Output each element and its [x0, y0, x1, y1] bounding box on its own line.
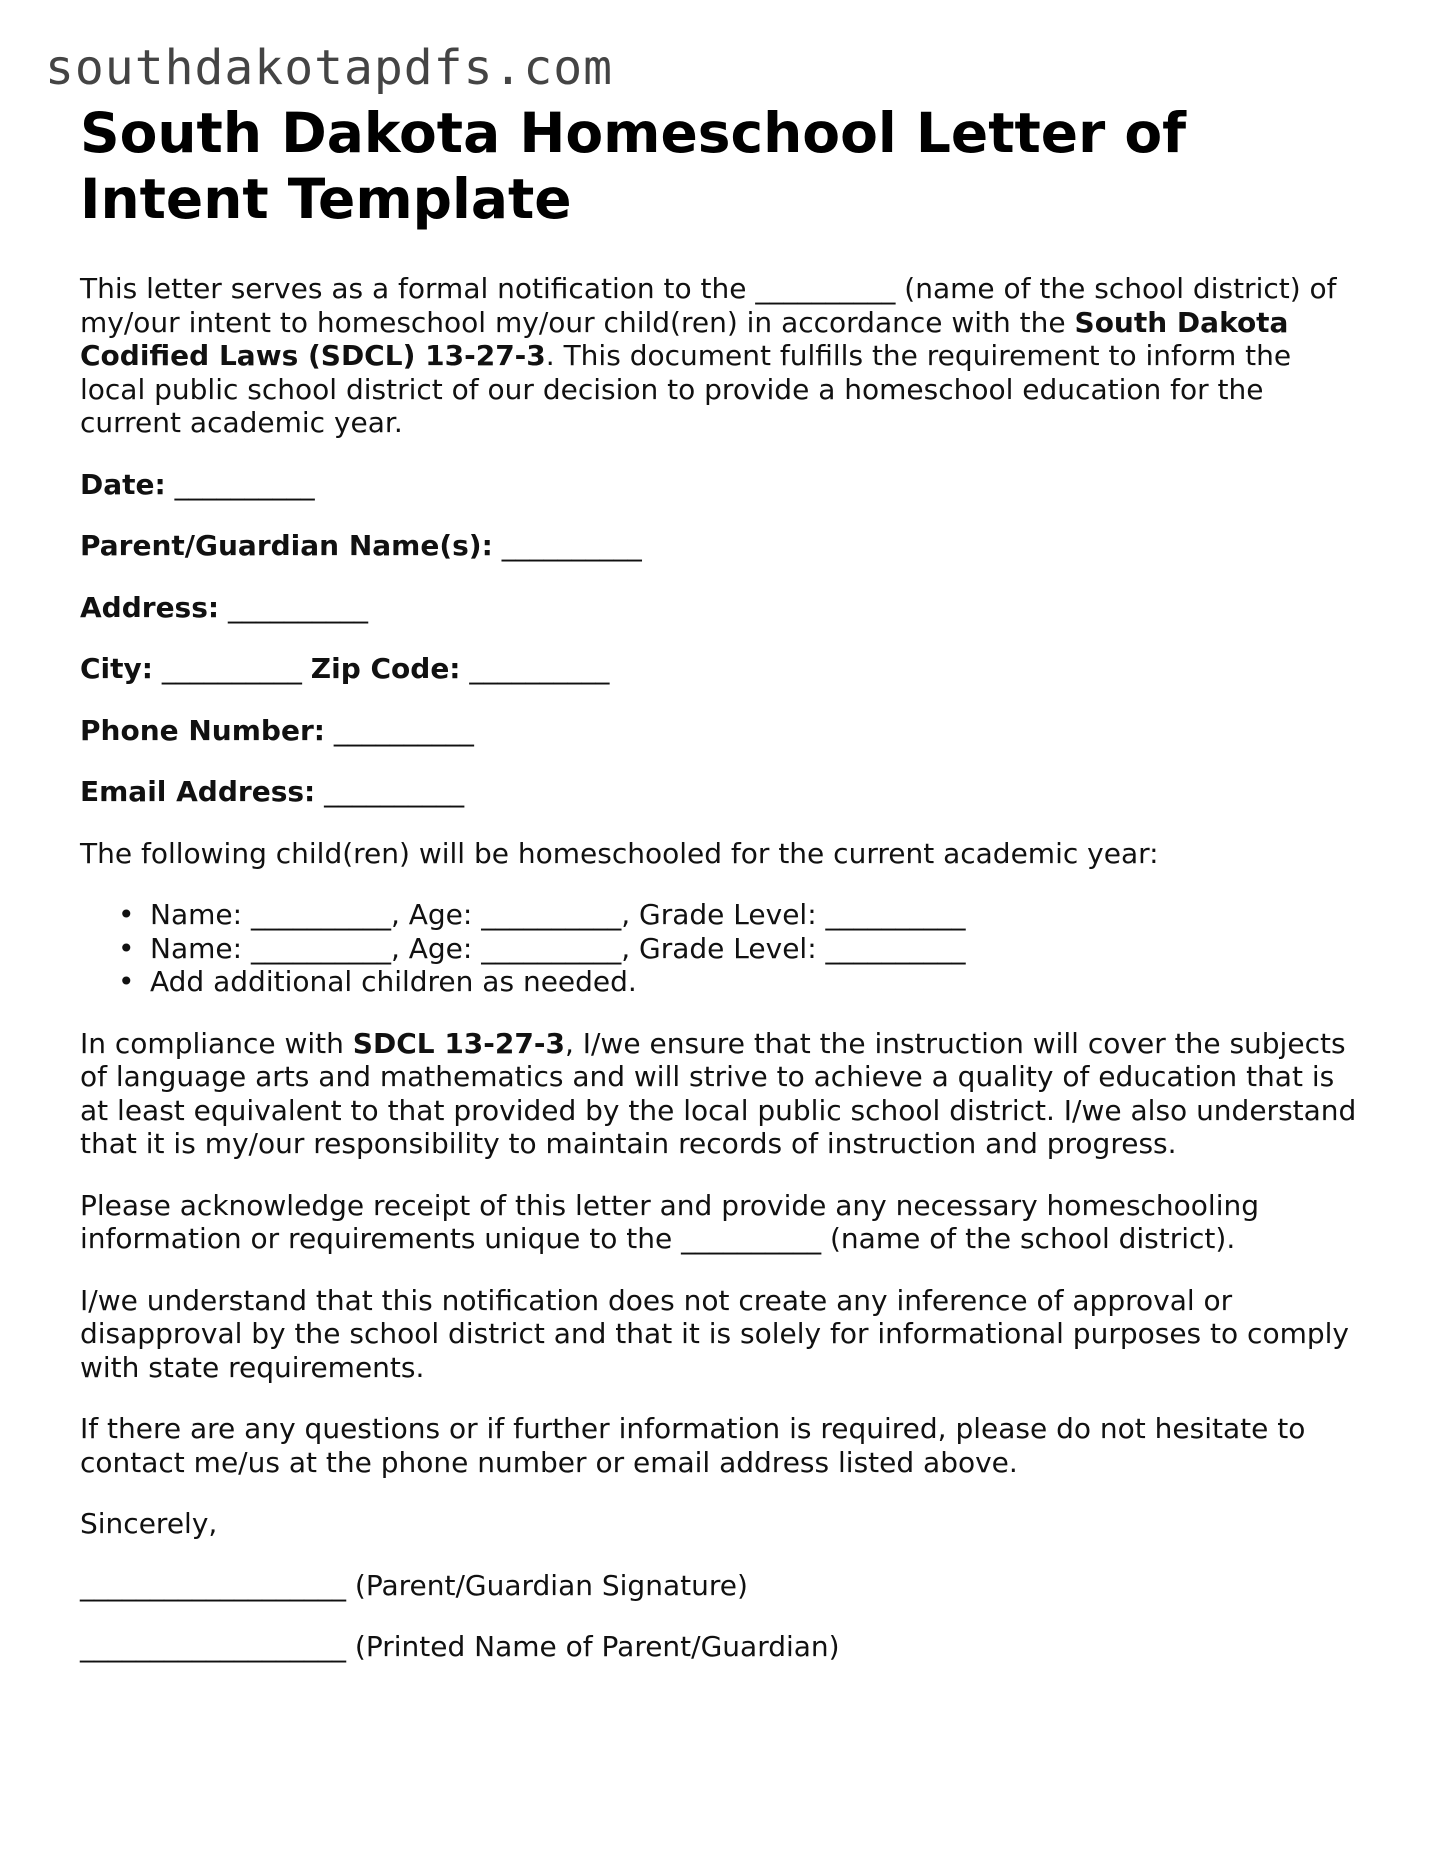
signature-line	[80, 1569, 1360, 1603]
compliance-paragraph	[80, 1027, 1360, 1161]
signature-label: (Parent/Guardian Signature)	[346, 1568, 748, 1602]
intro-text-3: . This document fulfills the requirement to inform the local public school district of our decision to provide a homeschool education for the current academic year.	[80, 339, 1292, 439]
intro-text-1: This letter serves as a formal notification to the	[80, 272, 756, 305]
date-blank: __________	[174, 467, 315, 501]
questions-paragraph: If there are any questions or if further information is required, please do not hesitate to contact me/us at the phone number or email address listed above.	[80, 1412, 1306, 1479]
acknowledge-paragraph: Please acknowledge receipt of this letter and provide any necessary homeschooling information or requirements unique to the __________ (name of the school district).	[80, 1188, 1260, 1255]
signature-blank: ___________________	[80, 1568, 346, 1602]
email-blank: __________	[324, 775, 465, 808]
guardian-blank: __________	[501, 529, 642, 562]
zip-label: Zip Code:	[310, 652, 461, 685]
city-zip-field	[80, 652, 1360, 686]
phone-blank: __________	[333, 713, 474, 747]
children-intro: The following child(ren) will be homeschooled for the current academic year:	[80, 836, 1159, 870]
address-blank: __________	[228, 590, 368, 624]
phone-label: Phone Number:	[80, 713, 325, 747]
compliance-text-1: In compliance with	[80, 1026, 353, 1060]
email-label: Email Address:	[80, 775, 316, 808]
compliance-law-reference: SDCL 13-27-3	[352, 1026, 565, 1060]
closing: Sincerely,	[80, 1507, 218, 1540]
date-field	[80, 468, 1360, 502]
printed-name-label: (Printed Name of Parent/Guardian)	[346, 1630, 840, 1663]
intro-text-2: (name of the school district) of my/our intent to homeschool my/our child(ren) in accordance with the	[80, 272, 1337, 339]
printed-name-blank: ___________________	[80, 1630, 346, 1663]
guardian-label: Parent/Guardian Name(s):	[80, 529, 493, 562]
address-field	[80, 591, 1360, 625]
children-list	[80, 898, 1360, 999]
page-title: South Dakota Homeschool Letter of Intent Template	[80, 101, 1187, 231]
child-row-text: Name: __________, Age: __________, Grade Level: __________	[150, 931, 966, 965]
phone-field	[80, 714, 1360, 748]
letter-document	[80, 100, 1360, 1664]
bullet-icon: •	[118, 931, 135, 965]
guardian-field	[80, 529, 1360, 563]
city-label: City:	[80, 652, 153, 685]
district-blank: __________	[755, 272, 896, 305]
child-row-text: Add additional children as needed.	[150, 965, 637, 998]
list-item	[80, 965, 1360, 999]
intro-paragraph	[80, 272, 1360, 440]
site-watermark: southdakotapdfs.com	[45, 40, 614, 96]
zip-blank: __________	[469, 652, 610, 685]
address-label: Address:	[80, 590, 220, 624]
bullet-icon: •	[118, 898, 135, 931]
intro-law-reference: South Dakota Codified Laws (SDCL) 13-27-3	[80, 305, 1289, 372]
email-field	[80, 775, 1360, 809]
child-row-text: Name: __________, Age: __________, Grade Level: __________	[150, 898, 966, 931]
date-label: Date:	[80, 467, 166, 501]
list-item	[80, 932, 1360, 966]
understand-paragraph: I/we understand that this notification does not create any inference of approval or disapproval by the school district and that it is solely for informational purposes to comply with state requirements.	[80, 1283, 1349, 1384]
city-blank: __________	[161, 652, 302, 685]
compliance-text-2: , I/we ensure that the instruction will cover the subjects of language arts and mathematics and will strive to achieve a quality of education that is at least equivalent to that provided by the local public school district. I/we also understand that it is my/our responsibility to maintain records of instruction and progress.	[80, 1026, 1357, 1160]
list-item	[80, 898, 1360, 932]
printed-name-line	[80, 1630, 1360, 1664]
bullet-icon: •	[118, 965, 135, 998]
